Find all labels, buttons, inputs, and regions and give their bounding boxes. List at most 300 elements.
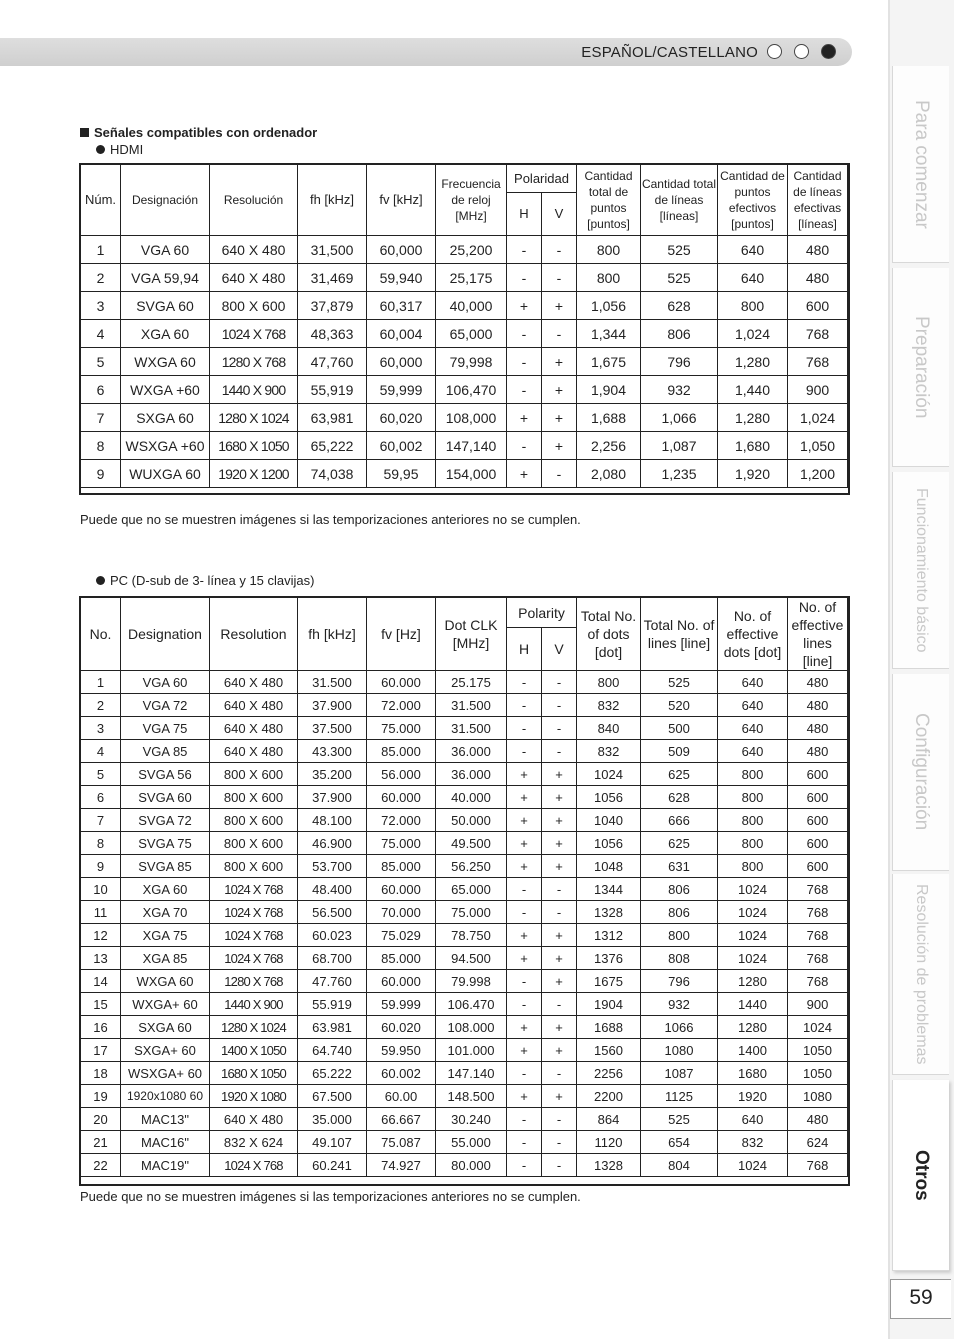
table-row: [81, 1062, 848, 1085]
table-row: [81, 1131, 848, 1154]
table-cell: 1328: [577, 901, 641, 924]
table-cell: 15: [81, 993, 121, 1016]
table-cell: 8: [81, 432, 121, 460]
table-cell: 48.400: [298, 878, 367, 901]
table-cell: 2,080: [577, 460, 641, 488]
col-fh: fh [kHz]: [298, 165, 367, 236]
table-cell: 80.000: [436, 1154, 507, 1177]
table-cell: 768: [788, 348, 848, 376]
table-cell: 520: [641, 694, 718, 717]
table-cell: 60,317: [367, 292, 436, 320]
table-cell: 600: [788, 809, 848, 832]
pc-note: Puede que no se muestren imágenes si las temporizaciones anteriores no se cumplen.: [80, 1189, 581, 1204]
table-cell: 1560: [577, 1039, 641, 1062]
table-cell: 43.300: [298, 740, 367, 763]
table-cell: 800: [718, 292, 788, 320]
table-cell: SXGA 60: [121, 404, 210, 432]
table-cell: 1,066: [641, 404, 718, 432]
table-cell: 78.750: [436, 924, 507, 947]
table-cell: +: [507, 1016, 542, 1039]
table-cell: 800 X 600: [210, 786, 298, 809]
col-eff-lines: Cantidad de líneas efectivas [líneas]: [788, 165, 848, 236]
table-cell: 147,140: [436, 432, 507, 460]
table-cell: 6: [81, 376, 121, 404]
table-cell: +: [507, 832, 542, 855]
table-cell: 1,280: [718, 348, 788, 376]
table-cell: 640 X 480: [210, 671, 298, 694]
table-cell: 806: [641, 901, 718, 924]
table-cell: 1080: [641, 1039, 718, 1062]
table-cell: 1280 X 1024: [210, 1016, 298, 1039]
table-cell: 36.000: [436, 763, 507, 786]
table-cell: 800 X 600: [210, 832, 298, 855]
table-cell: 60.000: [367, 878, 436, 901]
table-cell: +: [507, 855, 542, 878]
col-resolution: Resolución: [210, 165, 298, 236]
col-num: Núm.: [81, 165, 121, 236]
table-cell: 85.000: [367, 855, 436, 878]
pc-table: [80, 597, 848, 1177]
table-cell: 525: [641, 1108, 718, 1131]
table-row: [81, 970, 848, 993]
col-fv: fv [kHz]: [367, 165, 436, 236]
table-cell: 806: [641, 320, 718, 348]
table-cell: 525: [641, 671, 718, 694]
table-cell: 480: [788, 264, 848, 292]
table-cell: 47,760: [298, 348, 367, 376]
table-cell: +: [507, 947, 542, 970]
tab-otros[interactable]: Otros: [892, 1080, 949, 1271]
table-cell: 56.250: [436, 855, 507, 878]
table-cell: 2: [81, 264, 121, 292]
table-cell: 806: [641, 878, 718, 901]
table-cell: WSXGA+ 60: [121, 1062, 210, 1085]
table-cell: 1024 X 768: [210, 901, 298, 924]
table-row: [81, 878, 848, 901]
table-cell: 1688: [577, 1016, 641, 1039]
table-cell: 55,919: [298, 376, 367, 404]
table-cell: 59.999: [367, 993, 436, 1016]
table-cell: +: [542, 832, 577, 855]
table-row: [81, 901, 848, 924]
table-cell: 1376: [577, 947, 641, 970]
table-cell: 640 X 480: [210, 236, 298, 264]
table-cell: +: [507, 1039, 542, 1062]
table-cell: 75.029: [367, 924, 436, 947]
table-cell: 37.500: [298, 717, 367, 740]
table-cell: 1024: [718, 1154, 788, 1177]
table-row: [81, 236, 848, 264]
hdmi-bullet: HDMI: [96, 142, 143, 157]
table-cell: 14: [81, 970, 121, 993]
col-resolution: Resolution: [210, 598, 298, 671]
pc-bullet: PC (D-sub de 3- línea y 15 clavijas): [96, 573, 314, 588]
table-cell: VGA 60: [121, 236, 210, 264]
table-cell: -: [542, 1154, 577, 1177]
table-cell: +: [542, 1016, 577, 1039]
table-cell: 1050: [788, 1062, 848, 1085]
table-cell: -: [507, 376, 542, 404]
table-cell: 1920 X 1200: [210, 460, 298, 488]
table-cell: -: [542, 320, 577, 348]
table-cell: 1,440: [718, 376, 788, 404]
table-cell: 75.000: [367, 832, 436, 855]
table-cell: -: [542, 694, 577, 717]
table-row: [81, 786, 848, 809]
table-row: [81, 993, 848, 1016]
table-cell: 106.470: [436, 993, 507, 1016]
table-cell: 500: [641, 717, 718, 740]
table-cell: +: [507, 460, 542, 488]
table-row: [81, 671, 848, 694]
table-cell: 1080: [788, 1085, 848, 1108]
tab-resolucion-de-problemas[interactable]: Resolución de problemas: [892, 874, 949, 1075]
table-cell: 800: [718, 855, 788, 878]
table-cell: 666: [641, 809, 718, 832]
table-cell: SVGA 75: [121, 832, 210, 855]
table-cell: 1904: [577, 993, 641, 1016]
table-cell: 35.000: [298, 1108, 367, 1131]
table-row: [81, 1154, 848, 1177]
table-cell: 1024 X 768: [210, 878, 298, 901]
table-cell: 37,879: [298, 292, 367, 320]
table-cell: 800: [577, 236, 641, 264]
table-cell: 1125: [641, 1085, 718, 1108]
table-cell: 40.000: [436, 786, 507, 809]
table-cell: 31,500: [298, 236, 367, 264]
table-cell: XGA 70: [121, 901, 210, 924]
table-cell: 2,256: [577, 432, 641, 460]
table-cell: -: [542, 740, 577, 763]
table-cell: -: [507, 717, 542, 740]
table-cell: 101.000: [436, 1039, 507, 1062]
table-row: [81, 740, 848, 763]
table-cell: 4: [81, 740, 121, 763]
table-cell: WXGA 60: [121, 348, 210, 376]
table-row: [81, 809, 848, 832]
table-cell: 22: [81, 1154, 121, 1177]
table-cell: -: [507, 320, 542, 348]
table-cell: 832: [577, 740, 641, 763]
table-cell: -: [507, 671, 542, 694]
table-cell: 56.000: [367, 763, 436, 786]
hdmi-note: Puede que no se muestren imágenes si las temporizaciones anteriores no se cumplen.: [80, 512, 581, 527]
col-fv: fv [Hz]: [367, 598, 436, 671]
table-cell: 72.000: [367, 694, 436, 717]
table-cell: +: [542, 1085, 577, 1108]
table-cell: -: [507, 348, 542, 376]
table-cell: 1024 X 768: [210, 1154, 298, 1177]
col-v: V: [542, 628, 577, 671]
circle-filled-icon: [821, 44, 836, 59]
table-cell: 65.222: [298, 1062, 367, 1085]
table-cell: 1056: [577, 832, 641, 855]
col-eff-lines: No. of effective lines [line]: [788, 598, 848, 671]
table-cell: 60,000: [367, 236, 436, 264]
table-cell: 48.100: [298, 809, 367, 832]
table-cell: 600: [788, 786, 848, 809]
table-cell: 64.740: [298, 1039, 367, 1062]
bullet-icon: [96, 576, 105, 585]
table-cell: 1920x1080 60: [121, 1085, 210, 1108]
table-cell: 1,087: [641, 432, 718, 460]
table-cell: 48,363: [298, 320, 367, 348]
table-cell: WSXGA +60: [121, 432, 210, 460]
table-cell: WXGA +60: [121, 376, 210, 404]
col-designation: Designation: [121, 598, 210, 671]
table-cell: 3: [81, 717, 121, 740]
table-cell: 1280: [718, 970, 788, 993]
table-row: [81, 694, 848, 717]
table-cell: 37.900: [298, 694, 367, 717]
table-cell: 640 X 480: [210, 717, 298, 740]
table-cell: 1,280: [718, 404, 788, 432]
table-cell: 7: [81, 809, 121, 832]
table-cell: 59.950: [367, 1039, 436, 1062]
circle-empty-icon: [767, 44, 782, 59]
tab-para-comenzar[interactable]: Para comenzar: [892, 66, 949, 263]
table-cell: +: [542, 970, 577, 993]
table-cell: 148.500: [436, 1085, 507, 1108]
table-cell: 79,998: [436, 348, 507, 376]
table-cell: +: [507, 292, 542, 320]
table-cell: 640: [718, 671, 788, 694]
table-cell: XGA 85: [121, 947, 210, 970]
table-cell: 63,981: [298, 404, 367, 432]
table-row: [81, 320, 848, 348]
table-cell: 1680: [718, 1062, 788, 1085]
table-cell: 1440 X 900: [210, 376, 298, 404]
table-cell: 1440: [718, 993, 788, 1016]
table-cell: 154,000: [436, 460, 507, 488]
table-cell: 832 X 624: [210, 1131, 298, 1154]
table-cell: 56.500: [298, 901, 367, 924]
table-row: [81, 832, 848, 855]
table-cell: 640: [718, 694, 788, 717]
table-cell: 4: [81, 320, 121, 348]
table-cell: 25.175: [436, 671, 507, 694]
table-cell: -: [507, 264, 542, 292]
tab-funcionamiento-basico[interactable]: Funcionamiento básico: [892, 472, 949, 669]
table-cell: 1: [81, 236, 121, 264]
table-cell: 5: [81, 763, 121, 786]
table-cell: 900: [788, 993, 848, 1016]
table-cell: 85.000: [367, 740, 436, 763]
table-cell: 1,024: [788, 404, 848, 432]
table-cell: 1280 X 768: [210, 348, 298, 376]
table-cell: 60,000: [367, 348, 436, 376]
tab-configuracion[interactable]: Configuración: [892, 674, 949, 871]
table-cell: 800 X 600: [210, 855, 298, 878]
table-cell: 768: [788, 320, 848, 348]
table-cell: 70.000: [367, 901, 436, 924]
hdmi-table: [80, 164, 848, 488]
table-cell: MAC16": [121, 1131, 210, 1154]
table-cell: 800: [577, 671, 641, 694]
table-cell: 1680 X 1050: [210, 432, 298, 460]
table-cell: 800: [577, 264, 641, 292]
col-fh: fh [kHz]: [298, 598, 367, 671]
table-cell: 50.000: [436, 809, 507, 832]
table-cell: 625: [641, 832, 718, 855]
table-cell: 21: [81, 1131, 121, 1154]
table-cell: MAC13": [121, 1108, 210, 1131]
table-cell: 640: [718, 1108, 788, 1131]
col-clock: Dot CLK [MHz]: [436, 598, 507, 671]
table-cell: +: [507, 404, 542, 432]
table-cell: 66.667: [367, 1108, 436, 1131]
table-cell: 147.140: [436, 1062, 507, 1085]
tab-preparacion[interactable]: Preparación: [892, 268, 949, 467]
table-cell: 1120: [577, 1131, 641, 1154]
table-cell: 60.023: [298, 924, 367, 947]
table-cell: +: [542, 376, 577, 404]
table-cell: 1920: [718, 1085, 788, 1108]
table-cell: 108.000: [436, 1016, 507, 1039]
table-cell: 9: [81, 855, 121, 878]
table-cell: 1,904: [577, 376, 641, 404]
table-cell: -: [507, 993, 542, 1016]
table-cell: 600: [788, 763, 848, 786]
table-cell: 7: [81, 404, 121, 432]
table-cell: 17: [81, 1039, 121, 1062]
table-cell: 640: [718, 717, 788, 740]
table-cell: 1,680: [718, 432, 788, 460]
table-cell: 8: [81, 832, 121, 855]
table-cell: 768: [788, 1154, 848, 1177]
table-row: [81, 376, 848, 404]
table-cell: 49.107: [298, 1131, 367, 1154]
table-cell: 31.500: [436, 717, 507, 740]
table-cell: 808: [641, 947, 718, 970]
table-cell: 19: [81, 1085, 121, 1108]
table-cell: 1024: [718, 947, 788, 970]
table-cell: 1,200: [788, 460, 848, 488]
table-cell: VGA 59,94: [121, 264, 210, 292]
table-cell: 800: [718, 786, 788, 809]
col-eff-dots: No. of effective dots [dot]: [718, 598, 788, 671]
table-cell: 840: [577, 717, 641, 740]
bullet-icon: [96, 145, 105, 154]
table-cell: -: [507, 878, 542, 901]
table-cell: -: [542, 901, 577, 924]
table-row: [81, 717, 848, 740]
table-cell: SVGA 56: [121, 763, 210, 786]
square-bullet-icon: [80, 128, 89, 137]
col-total-dots: Cantidad total de puntos [puntos]: [577, 165, 641, 236]
table-cell: 640 X 480: [210, 1108, 298, 1131]
table-cell: 864: [577, 1108, 641, 1131]
table-cell: 6: [81, 786, 121, 809]
table-cell: WUXGA 60: [121, 460, 210, 488]
table-cell: -: [507, 1154, 542, 1177]
table-cell: WXGA 60: [121, 970, 210, 993]
col-total-lines: Total No. of lines [line]: [641, 598, 718, 671]
table-cell: -: [507, 1062, 542, 1085]
table-cell: 40,000: [436, 292, 507, 320]
table-cell: 60.020: [367, 1016, 436, 1039]
table-cell: 59,999: [367, 376, 436, 404]
table-cell: 2200: [577, 1085, 641, 1108]
table-cell: 59,95: [367, 460, 436, 488]
table-cell: 1024: [577, 763, 641, 786]
table-cell: 932: [641, 993, 718, 1016]
table-cell: 480: [788, 671, 848, 694]
table-cell: 768: [788, 947, 848, 970]
table-cell: 25,175: [436, 264, 507, 292]
table-cell: 1440 X 900: [210, 993, 298, 1016]
table-cell: 480: [788, 236, 848, 264]
table-row: [81, 855, 848, 878]
table-cell: 1344: [577, 878, 641, 901]
table-row: [81, 404, 848, 432]
table-cell: 1024 X 768: [210, 924, 298, 947]
table-cell: -: [507, 740, 542, 763]
col-clock: Frecuencia de reloj [MHz]: [436, 165, 507, 236]
table-cell: -: [542, 1062, 577, 1085]
table-cell: 624: [788, 1131, 848, 1154]
table-cell: 1,344: [577, 320, 641, 348]
table-cell: 1,235: [641, 460, 718, 488]
table-cell: 49.500: [436, 832, 507, 855]
table-cell: 1048: [577, 855, 641, 878]
table-cell: 1400: [718, 1039, 788, 1062]
table-cell: 36.000: [436, 740, 507, 763]
col-h: H: [507, 628, 542, 671]
table-cell: -: [507, 1131, 542, 1154]
table-cell: 625: [641, 763, 718, 786]
table-cell: 60,020: [367, 404, 436, 432]
col-v: V: [542, 193, 577, 236]
table-cell: 654: [641, 1131, 718, 1154]
table-cell: +: [542, 292, 577, 320]
table-cell: -: [542, 1108, 577, 1131]
table-cell: -: [507, 236, 542, 264]
table-row: [81, 348, 848, 376]
col-eff-dots: Cantidad de puntos efectivos [puntos]: [718, 165, 788, 236]
col-total-lines: Cantidad total de líneas [líneas]: [641, 165, 718, 236]
table-cell: 1,675: [577, 348, 641, 376]
table-cell: 18: [81, 1062, 121, 1085]
table-cell: 628: [641, 786, 718, 809]
table-cell: -: [542, 878, 577, 901]
table-cell: 1050: [788, 1039, 848, 1062]
table-cell: 640 X 480: [210, 264, 298, 292]
table-row: [81, 924, 848, 947]
language-label: ESPAÑOL/CASTELLANO: [581, 44, 758, 61]
table-cell: 631: [641, 855, 718, 878]
table-cell: 60,002: [367, 432, 436, 460]
table-row: [81, 1016, 848, 1039]
table-cell: 640: [718, 236, 788, 264]
table-cell: 1,050: [788, 432, 848, 460]
table-cell: +: [507, 763, 542, 786]
table-cell: WXGA+ 60: [121, 993, 210, 1016]
table-cell: -: [507, 694, 542, 717]
hdmi-table-body: [81, 236, 848, 488]
table-cell: 75.087: [367, 1131, 436, 1154]
table-cell: 12: [81, 924, 121, 947]
table-cell: 74.927: [367, 1154, 436, 1177]
table-row: [81, 1108, 848, 1131]
table-cell: 1,688: [577, 404, 641, 432]
side-tabs: [888, 0, 954, 1339]
table-cell: 796: [641, 348, 718, 376]
table-cell: VGA 75: [121, 717, 210, 740]
table-cell: +: [542, 348, 577, 376]
table-row: [81, 292, 848, 320]
table-cell: 525: [641, 264, 718, 292]
